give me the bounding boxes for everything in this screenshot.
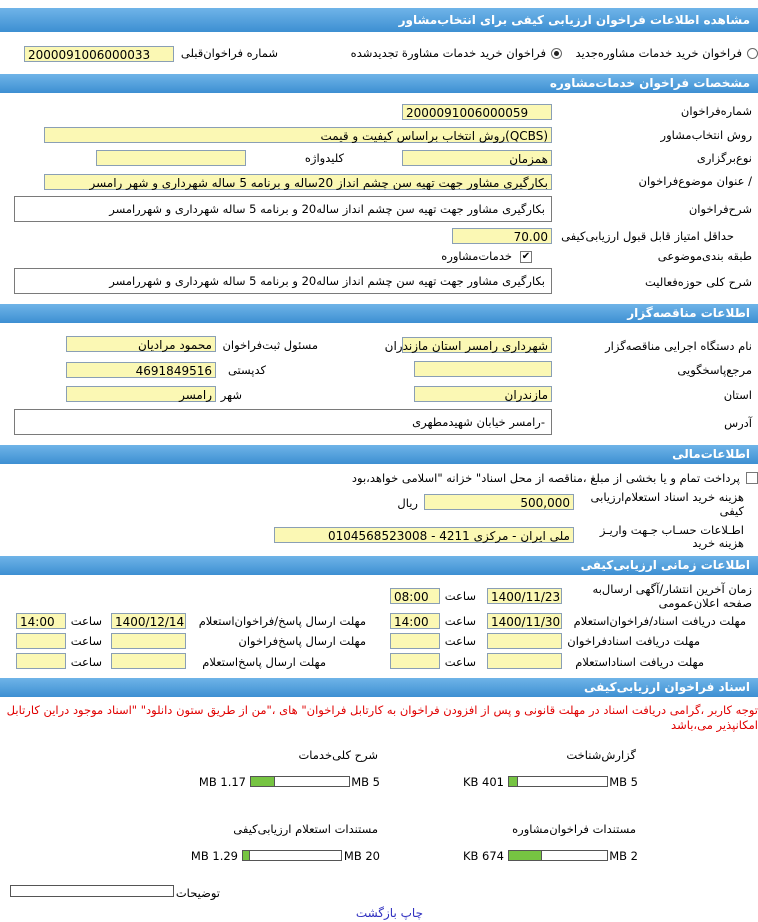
submit-inquiry-date[interactable]	[111, 653, 186, 669]
treasury-text: پرداخت تمام و یا بخشی از مبلغ ،مناقصه از محل اسناد" خزانه "اسلامی خواهد،بود	[351, 471, 740, 485]
category-label: طبقه بندی‌موضوعی	[657, 249, 752, 263]
subject-label: / عنوان موضوع‌فراخوان	[638, 174, 752, 188]
publish-label: زمان آخرین انتشار/آگهی ارسال‌به صفحه اعلان‌عمومی	[592, 582, 752, 610]
file-progress-2[interactable]	[250, 776, 350, 787]
file-size-4: 1.29 MB	[190, 849, 238, 863]
submit-deadline-date[interactable]: 1400/12/14	[111, 613, 186, 629]
category-value: خدمات‌مشاوره	[441, 249, 512, 263]
method-label: روش انتخاب‌مشاور	[660, 128, 752, 142]
file-size-1: 401 KB	[462, 775, 504, 789]
category-checkbox[interactable]: ✔	[521, 251, 531, 262]
file-max-3: 2 MB	[609, 849, 638, 863]
activity-label: شرح کلی حوزه‌فعالیت	[644, 275, 752, 289]
submit-call-time-label: ساعت	[70, 634, 102, 648]
min-score-label: حداقل امتیاز قابل قبول ارزیابی‌کیفی	[561, 229, 734, 243]
address-box: -رامسر خیابان شهیدمطهری	[14, 409, 552, 435]
reference-label: مرجع‌پاسخگویی	[677, 363, 752, 377]
file-max-4: 20 MB	[343, 849, 380, 863]
receive-deadline-time-label: ساعت	[444, 614, 476, 628]
receive-call-label: مهلت دریافت اسنادفراخوان	[567, 634, 700, 648]
city-field[interactable]: رامسر	[66, 386, 216, 402]
file-title-1: گزارش‌شناخت	[566, 748, 636, 762]
file-size-3: 674 KB	[462, 849, 504, 863]
treasury-checkbox[interactable]	[746, 472, 758, 484]
submit-inquiry-time-label: ساعت	[70, 655, 102, 669]
prev-number-field[interactable]: 2000091006000033	[24, 46, 174, 62]
province-field[interactable]: مازندران	[414, 386, 552, 402]
submit-call-date[interactable]	[111, 633, 186, 649]
submit-inquiry-label: مهلت ارسال پاسخ‌استعلام	[202, 655, 326, 669]
receive-deadline-time[interactable]: 14:00	[390, 613, 440, 629]
prev-number-label: شماره فراخوان‌قبلی	[180, 46, 278, 60]
account-label: اطـلاعات حسـاب جـهت واریـز هزینه خرید	[599, 523, 744, 550]
timing-header: اطلاعات زمانی ارزیابی‌کیفی	[0, 556, 758, 575]
receive-deadline-label: مهلت دریافت اسناد/فراخوان‌استعلام	[573, 614, 746, 628]
comments-field[interactable]	[10, 885, 174, 897]
min-score-field[interactable]: 70.00	[452, 228, 552, 244]
radio-renewed-call[interactable]	[551, 48, 562, 59]
postal-label: کدپستی	[227, 363, 266, 377]
publish-date-field[interactable]: 1400/11/23	[487, 588, 562, 604]
fee-label: هزینه خرید اسناد استعلام‌ارزیابی کیفی	[590, 490, 744, 518]
comments-label: توضیحات	[175, 886, 220, 900]
tender-header: اطلاعات مناقصه‌گزار	[0, 304, 758, 323]
file-progress-1[interactable]	[508, 776, 608, 787]
type-field[interactable]: همزمان	[402, 150, 552, 166]
fee-field[interactable]: 500,000	[424, 494, 574, 510]
documents-header: اسناد فراخوان ارزیابی‌کیفی	[0, 678, 758, 697]
account-field[interactable]: ملی ایران - مرکزی 4211 - 0104568523008	[274, 527, 574, 543]
call-number-label: شماره‌فراخوان	[680, 104, 752, 118]
subject-field[interactable]: بکارگیری مشاور جهت تهیه سن چشم انداز 20ساله و برنامه 5 ساله شهرداری و شهر رامسر	[44, 174, 552, 190]
receive-call-time[interactable]	[390, 633, 440, 649]
submit-call-label: مهلت ارسال پاسخ‌فراخوان	[238, 634, 366, 648]
description-label: شرح‌فراخوان	[688, 202, 752, 216]
registrar-field[interactable]: محمود مرادیان	[66, 336, 216, 352]
publish-time-label: ساعت	[444, 589, 476, 603]
method-field[interactable]: (QCBS)روش انتخاب براساس کیفیت و قیمت	[44, 127, 552, 143]
radio-new-label: فراخوان خرید خدمات مشاوره‌جدید	[575, 46, 742, 60]
receive-inquiry-time[interactable]	[390, 653, 440, 669]
receive-inquiry-time-label: ساعت	[444, 655, 476, 669]
address-label: آدرس	[724, 416, 752, 430]
submit-deadline-time[interactable]: 14:00	[16, 613, 66, 629]
receive-call-date[interactable]	[487, 633, 562, 649]
receive-inquiry-label: مهلت دریافت اسناداستعلام	[575, 655, 704, 669]
file-title-2: شرح کلی‌خدمات	[298, 748, 378, 762]
file-progress-3[interactable]	[508, 850, 608, 861]
submit-call-time[interactable]	[16, 633, 66, 649]
call-number-field[interactable]: 2000091006000059	[402, 104, 552, 120]
org-label: نام دستگاه اجرایی مناقصه‌گزار	[605, 339, 752, 353]
fee-unit: ریال	[397, 496, 418, 510]
org-field[interactable]: شهرداری رامسر استان مازندران	[402, 337, 552, 353]
download-notice: توجه کاربر ،گرامی دریافت اسناد در مهلت قانونی و پس از افزودن فراخوان به کارتابل فراخوان" های ،"من از طریق ستون دانلود" "اسناد موجود دراین کارتابل امکانپذیر می‌،باشد	[6, 703, 758, 732]
file-title-4: مستندات استعلام ارزیابی‌کیفی	[233, 822, 378, 836]
submit-inquiry-time[interactable]	[16, 653, 66, 669]
receive-inquiry-date[interactable]	[487, 653, 562, 669]
file-title-3: مستندات فراخوان‌مشاوره	[512, 822, 636, 836]
keyword-field[interactable]	[96, 150, 246, 166]
activity-box: بکارگیری مشاور جهت تهیه سن چشم انداز ساله20 و برنامه 5 ساله شهرداری و شهررامسر	[14, 268, 552, 294]
city-label: شهر	[220, 388, 242, 402]
specs-header: مشخصات فراخوان خدمات‌مشاوره	[0, 74, 758, 93]
file-progress-4[interactable]	[242, 850, 342, 861]
file-max-1: 5 MB	[609, 775, 638, 789]
postal-field[interactable]: 4691849516	[66, 362, 216, 378]
province-label: استان	[723, 388, 752, 402]
radio-new-call[interactable]	[747, 48, 758, 59]
reference-field[interactable]	[414, 361, 552, 377]
keyword-label: کلیدواژه	[304, 151, 344, 165]
receive-deadline-date[interactable]: 1400/11/30	[487, 613, 562, 629]
publish-time-field[interactable]: 08:00	[390, 588, 440, 604]
description-box: بکارگیری مشاور جهت تهیه سن چشم انداز ساله20 و برنامه 5 ساله شهرداری و شهررامسر	[14, 196, 552, 222]
file-max-2: 5 MB	[351, 775, 380, 789]
radio-renewed-label: فراخوان خرید خدمات مشاورة تجدیدشده	[350, 46, 546, 60]
submit-deadline-time-label: ساعت	[70, 614, 102, 628]
page-title: مشاهده اطلاعات فراخوان ارزیابی کیفی برای انتخاب‌مشاور	[0, 8, 758, 32]
type-label: نوع‌برگزاری	[696, 151, 752, 165]
file-size-2: 1.17 MB	[198, 775, 246, 789]
submit-deadline-label: مهلت ارسال پاسخ/فراخوان‌استعلام	[198, 614, 366, 628]
registrar-label: مسئول ثبت‌فراخوان	[222, 338, 318, 352]
print-back-link[interactable]: چاپ بازگشت	[355, 906, 423, 920]
finance-header: اطلاعات‌مالی	[0, 445, 758, 464]
receive-call-time-label: ساعت	[444, 634, 476, 648]
